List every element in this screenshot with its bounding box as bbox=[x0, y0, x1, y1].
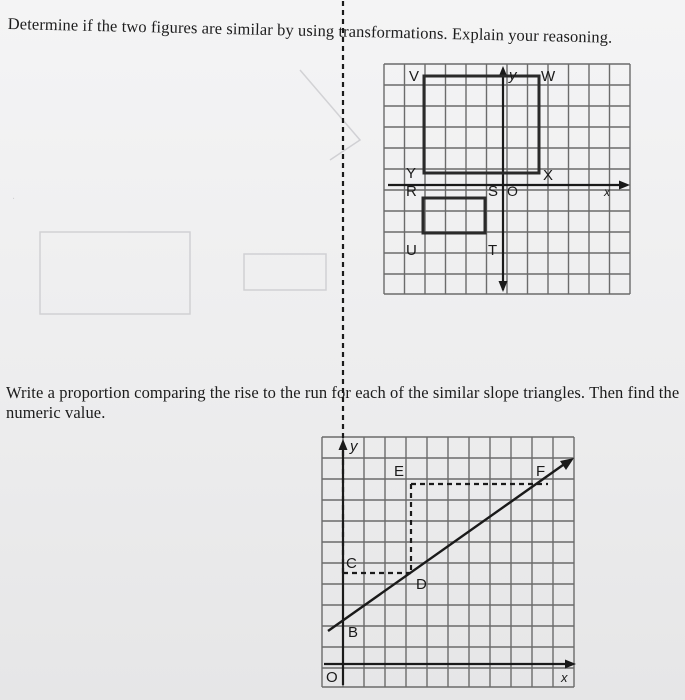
point-d-label: D bbox=[416, 576, 427, 593]
axis-y-label-1: y bbox=[509, 67, 517, 84]
point-b-label: B bbox=[348, 624, 359, 641]
rectangle-rstu bbox=[423, 198, 485, 233]
point-c-label: C bbox=[346, 555, 357, 572]
bleed-through-text: . bbox=[12, 190, 16, 202]
point-e-label: E bbox=[394, 463, 405, 480]
point-t-label: T bbox=[488, 242, 498, 259]
point-u-label: U bbox=[406, 242, 417, 259]
axis-y-label-2: y bbox=[350, 438, 358, 455]
question-1-prompt: Determine if the two figures are similar by using transformations. Explain your reasoning. bbox=[7, 14, 613, 47]
point-f-label: F bbox=[536, 463, 546, 480]
origin-label: O bbox=[326, 669, 338, 686]
point-r-label: R bbox=[406, 183, 417, 200]
rectangle-vwxy bbox=[424, 76, 539, 173]
point-x-label: X bbox=[543, 167, 554, 184]
axis-x-label-1: x bbox=[604, 185, 610, 199]
bleed-through-shapes bbox=[40, 70, 360, 314]
axis-x-label-2: x bbox=[561, 670, 568, 685]
point-v-label: V bbox=[409, 68, 420, 85]
point-o-label: O bbox=[507, 183, 518, 199]
point-y-label: Y bbox=[406, 165, 417, 182]
point-w-label: W bbox=[541, 68, 556, 85]
question-1-grid bbox=[384, 64, 630, 294]
point-s-label: S bbox=[488, 183, 499, 200]
question-2-prompt: Write a proportion comparing the rise to the run for each of the similar slope triangles. Then find the numeric value. bbox=[6, 383, 680, 422]
